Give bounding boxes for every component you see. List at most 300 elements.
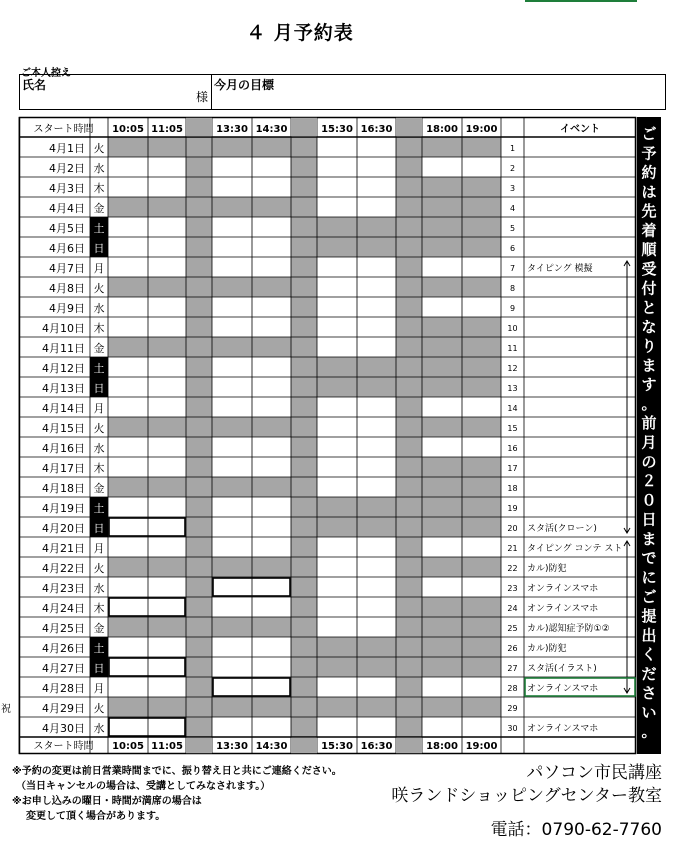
weekday-cell: 日 bbox=[93, 662, 105, 675]
unavailable-slot bbox=[462, 317, 501, 337]
unavailable-slot bbox=[462, 137, 501, 157]
weekday-cell: 日 bbox=[93, 522, 105, 535]
unavailable-slot bbox=[212, 417, 252, 437]
unavailable-slot bbox=[422, 497, 462, 517]
unavailable-slot bbox=[317, 517, 357, 537]
row-number: 11 bbox=[507, 344, 518, 353]
weekday-cell: 金 bbox=[93, 622, 105, 635]
separator-cell bbox=[291, 738, 317, 753]
weekday-cell: 金 bbox=[93, 482, 105, 495]
row-number: 22 bbox=[507, 564, 518, 573]
notice-line: （当日キャンセルの場合は、受講としてみなされます。） bbox=[16, 781, 271, 792]
date-cell: 4月24日 bbox=[42, 602, 85, 615]
row-number: 8 bbox=[509, 284, 516, 293]
unavailable-slot bbox=[422, 237, 462, 257]
unavailable-slot bbox=[291, 657, 317, 677]
notice-text bbox=[12, 764, 342, 824]
unavailable-slot bbox=[462, 617, 501, 637]
row-number: 13 bbox=[507, 384, 518, 393]
unavailable-slot bbox=[422, 417, 462, 437]
side-note-char: 出 bbox=[641, 626, 657, 645]
weekday-cell: 金 bbox=[93, 202, 105, 215]
unavailable-slot bbox=[462, 217, 501, 237]
unavailable-slot bbox=[291, 497, 317, 517]
event-cell: タイピング コンテ スト bbox=[527, 544, 623, 554]
weekday-cell: 月 bbox=[93, 682, 105, 695]
weekday-cell: 火 bbox=[93, 562, 105, 575]
unavailable-slot bbox=[186, 237, 212, 257]
side-note-char: 着 bbox=[641, 221, 657, 240]
row-number: 19 bbox=[507, 504, 518, 513]
side-note-char: 約 bbox=[641, 163, 657, 182]
name-label: 氏名 bbox=[22, 78, 47, 92]
unavailable-slot bbox=[291, 377, 317, 397]
weekday-cell: 土 bbox=[93, 502, 105, 515]
row-number: 15 bbox=[507, 424, 518, 433]
unavailable-slot bbox=[212, 337, 252, 357]
separator-cell bbox=[186, 738, 212, 753]
unavailable-slot bbox=[462, 457, 501, 477]
unavailable-slot bbox=[148, 417, 186, 437]
unavailable-slot bbox=[422, 197, 462, 217]
unavailable-slot bbox=[148, 617, 186, 637]
unavailable-slot bbox=[396, 217, 422, 237]
header-slot-time: 13:30 bbox=[216, 124, 248, 135]
unavailable-slot bbox=[422, 557, 462, 577]
notice-line: 変更して頂く場合があります。 bbox=[26, 811, 166, 822]
side-note-char: 前 bbox=[641, 414, 657, 433]
notice-line: ※お申し込みの曜日・時間が満席の場合は bbox=[12, 796, 202, 807]
row-number: 7 bbox=[509, 264, 516, 273]
unavailable-slot bbox=[291, 637, 317, 657]
unavailable-slot bbox=[186, 137, 212, 157]
unavailable-slot bbox=[396, 477, 422, 497]
row-number: 16 bbox=[507, 444, 518, 453]
date-cell: 4月30日 bbox=[42, 722, 85, 735]
unavailable-slot bbox=[462, 657, 501, 677]
side-note-char: 付 bbox=[641, 279, 657, 298]
unavailable-slot bbox=[291, 577, 317, 597]
name-field[interactable] bbox=[19, 74, 211, 110]
unavailable-slot bbox=[396, 577, 422, 597]
weekday-cell: 水 bbox=[93, 722, 105, 735]
date-cell: 4月23日 bbox=[42, 582, 85, 595]
event-cell: オンラインスマホ bbox=[527, 724, 599, 734]
date-cell: 4月17日 bbox=[42, 462, 85, 475]
unavailable-slot bbox=[291, 457, 317, 477]
unavailable-slot bbox=[462, 597, 501, 617]
unavailable-slot bbox=[357, 637, 396, 657]
holiday-mark: 祝 bbox=[1, 704, 11, 715]
unavailable-slot bbox=[291, 317, 317, 337]
event-cell: カル)認知症予防①② bbox=[527, 624, 610, 634]
unavailable-slot bbox=[422, 217, 462, 237]
reserved-slot-box[interactable] bbox=[109, 658, 185, 676]
unavailable-slot bbox=[186, 497, 212, 517]
unavailable-slot bbox=[396, 697, 422, 717]
page-title: ４ 月予約表 bbox=[246, 22, 354, 44]
unavailable-slot bbox=[186, 697, 212, 717]
unavailable-slot bbox=[396, 637, 422, 657]
side-note-char: と bbox=[641, 298, 657, 317]
unavailable-slot bbox=[291, 257, 317, 277]
unavailable-slot bbox=[291, 477, 317, 497]
side-note-char: く bbox=[641, 645, 657, 664]
unavailable-slot bbox=[462, 277, 501, 297]
row-number: 25 bbox=[507, 624, 518, 633]
side-note-char: ０ bbox=[641, 491, 657, 510]
unavailable-slot bbox=[291, 237, 317, 257]
footer-slot-time: 19:00 bbox=[465, 741, 498, 752]
reserved-slot-box[interactable] bbox=[213, 578, 290, 596]
event-cell: オンラインスマホ bbox=[527, 584, 599, 594]
unavailable-slot bbox=[148, 337, 186, 357]
header-slot-time: 10:05 bbox=[112, 124, 144, 135]
event-cell: カル)防犯 bbox=[527, 644, 567, 654]
unavailable-slot bbox=[317, 217, 357, 237]
unavailable-slot bbox=[462, 197, 501, 217]
side-note-char: り bbox=[641, 337, 657, 356]
row-number: 12 bbox=[507, 364, 518, 373]
side-note-char: ご bbox=[641, 587, 657, 606]
weekday-cell: 木 bbox=[93, 322, 105, 335]
unavailable-slot bbox=[252, 137, 291, 157]
unavailable-slot bbox=[291, 677, 317, 697]
header-slot-time: 15:30 bbox=[321, 124, 353, 135]
weekday-cell: 月 bbox=[93, 262, 105, 275]
unavailable-slot bbox=[396, 197, 422, 217]
side-note-char: の bbox=[641, 452, 657, 471]
unavailable-slot bbox=[317, 377, 357, 397]
reserved-slot-box[interactable] bbox=[109, 718, 185, 736]
unavailable-slot bbox=[108, 617, 148, 637]
unavailable-slot bbox=[317, 237, 357, 257]
unavailable-slot bbox=[186, 397, 212, 417]
weekday-cell: 月 bbox=[93, 402, 105, 415]
unavailable-slot bbox=[396, 677, 422, 697]
side-note-char: す bbox=[641, 375, 657, 394]
weekday-cell: 土 bbox=[93, 222, 105, 235]
unavailable-slot bbox=[252, 197, 291, 217]
unavailable-slot bbox=[396, 537, 422, 557]
unavailable-slot bbox=[186, 357, 212, 377]
row-number: 4 bbox=[509, 204, 516, 213]
footer-slot-time: 13:30 bbox=[216, 741, 248, 752]
weekday-cell: 水 bbox=[93, 582, 105, 595]
date-cell: 4月7日 bbox=[49, 262, 85, 275]
unavailable-slot bbox=[186, 717, 212, 737]
unavailable-slot bbox=[148, 477, 186, 497]
unavailable-slot bbox=[186, 197, 212, 217]
unavailable-slot bbox=[462, 417, 501, 437]
honorific-label: 様 bbox=[196, 90, 209, 104]
unavailable-slot bbox=[291, 157, 317, 177]
unavailable-slot bbox=[108, 197, 148, 217]
header-slot-time: 14:30 bbox=[255, 124, 288, 135]
unavailable-slot bbox=[396, 297, 422, 317]
unavailable-slot bbox=[396, 597, 422, 617]
unavailable-slot bbox=[317, 657, 357, 677]
unavailable-slot bbox=[186, 217, 212, 237]
date-cell: 4月20日 bbox=[42, 522, 85, 535]
unavailable-slot bbox=[422, 177, 462, 197]
event-cell: スタ活(イラスト) bbox=[527, 664, 597, 674]
row-number: 17 bbox=[507, 464, 518, 473]
unavailable-slot bbox=[291, 437, 317, 457]
unavailable-slot bbox=[291, 277, 317, 297]
unavailable-slot bbox=[291, 357, 317, 377]
unavailable-slot bbox=[186, 457, 212, 477]
row-number: 20 bbox=[507, 524, 518, 533]
unavailable-slot bbox=[252, 277, 291, 297]
weekday-cell: 木 bbox=[93, 602, 105, 615]
header-slot-time: 18:00 bbox=[426, 124, 458, 135]
unavailable-slot bbox=[317, 497, 357, 517]
separator-cell bbox=[396, 118, 422, 136]
unavailable-slot bbox=[108, 417, 148, 437]
unavailable-slot bbox=[357, 497, 396, 517]
weekday-cell: 土 bbox=[93, 642, 105, 655]
unavailable-slot bbox=[357, 517, 396, 537]
weekday-cell: 月 bbox=[93, 542, 105, 555]
row-number: 24 bbox=[507, 604, 518, 613]
unavailable-slot bbox=[422, 657, 462, 677]
unavailable-slot bbox=[462, 337, 501, 357]
date-cell: 4月25日 bbox=[42, 622, 85, 635]
unavailable-slot bbox=[396, 137, 422, 157]
unavailable-slot bbox=[396, 457, 422, 477]
event-cell: オンラインスマホ bbox=[527, 684, 599, 694]
row-number: 26 bbox=[507, 644, 518, 653]
side-note-char: 受 bbox=[641, 259, 657, 278]
unavailable-slot bbox=[422, 357, 462, 377]
unavailable-slot bbox=[396, 497, 422, 517]
unavailable-slot bbox=[462, 237, 501, 257]
unavailable-slot bbox=[108, 277, 148, 297]
unavailable-slot bbox=[291, 217, 317, 237]
unavailable-slot bbox=[396, 617, 422, 637]
unavailable-slot bbox=[422, 137, 462, 157]
unavailable-slot bbox=[422, 317, 462, 337]
unavailable-slot bbox=[252, 477, 291, 497]
header-slot-time: 19:00 bbox=[465, 124, 498, 135]
date-cell: 4月16日 bbox=[42, 442, 85, 455]
unavailable-slot bbox=[186, 337, 212, 357]
top-green-line bbox=[525, 0, 637, 2]
row-number: 21 bbox=[507, 544, 518, 553]
row-number: 6 bbox=[509, 244, 516, 253]
unavailable-slot bbox=[396, 717, 422, 737]
side-note-char: ２ bbox=[641, 472, 657, 491]
date-cell: 4月29日 bbox=[42, 702, 85, 715]
unavailable-slot bbox=[212, 137, 252, 157]
date-cell: 4月6日 bbox=[49, 242, 85, 255]
reserved-slot-box[interactable] bbox=[213, 678, 290, 696]
date-cell: 4月10日 bbox=[42, 322, 85, 335]
unavailable-slot bbox=[291, 597, 317, 617]
unavailable-slot bbox=[357, 377, 396, 397]
unavailable-slot bbox=[212, 557, 252, 577]
unavailable-slot bbox=[422, 477, 462, 497]
row-number: 5 bbox=[509, 224, 516, 233]
unavailable-slot bbox=[462, 497, 501, 517]
unavailable-slot bbox=[396, 557, 422, 577]
date-cell: 4月15日 bbox=[42, 422, 85, 435]
event-cell: タイピング 模擬 bbox=[527, 264, 593, 274]
row-number: 1 bbox=[509, 144, 516, 153]
date-cell: 4月11日 bbox=[42, 342, 85, 355]
side-note-char: に bbox=[641, 568, 657, 587]
unavailable-slot bbox=[291, 617, 317, 637]
unavailable-slot bbox=[186, 157, 212, 177]
side-note-char: な bbox=[641, 317, 657, 336]
row-number: 3 bbox=[509, 184, 516, 193]
unavailable-slot bbox=[108, 337, 148, 357]
event-cell: スタ活(クローン) bbox=[527, 524, 597, 534]
unavailable-slot bbox=[396, 337, 422, 357]
weekday-cell: 水 bbox=[93, 302, 105, 315]
unavailable-slot bbox=[396, 397, 422, 417]
unavailable-slot bbox=[291, 197, 317, 217]
unavailable-slot bbox=[291, 337, 317, 357]
side-note-char: 月 bbox=[641, 433, 657, 452]
row-number: 14 bbox=[507, 404, 518, 413]
separator-cell bbox=[396, 738, 422, 753]
weekday-cell: 木 bbox=[93, 182, 105, 195]
weekday-cell: 火 bbox=[93, 142, 105, 155]
date-cell: 4月28日 bbox=[42, 682, 85, 695]
row-number: 9 bbox=[509, 304, 516, 313]
unavailable-slot bbox=[422, 597, 462, 617]
row-number: 2 bbox=[509, 164, 516, 173]
side-note-char: ま bbox=[641, 529, 657, 548]
date-cell: 4月2日 bbox=[49, 162, 85, 175]
unavailable-slot bbox=[396, 177, 422, 197]
unavailable-slot bbox=[148, 137, 186, 157]
date-cell: 4月27日 bbox=[42, 662, 85, 675]
weekday-cell: 金 bbox=[93, 342, 105, 355]
date-cell: 4月1日 bbox=[49, 142, 85, 155]
side-note-char: は bbox=[641, 182, 657, 201]
unavailable-slot bbox=[462, 517, 501, 537]
unavailable-slot bbox=[186, 617, 212, 637]
footer-slot-time: 16:30 bbox=[360, 741, 393, 752]
unavailable-slot bbox=[357, 217, 396, 237]
date-cell: 4月4日 bbox=[49, 202, 85, 215]
row-number: 23 bbox=[507, 584, 518, 593]
unavailable-slot bbox=[396, 317, 422, 337]
monthly-goal-field[interactable] bbox=[211, 74, 666, 110]
unavailable-slot bbox=[462, 177, 501, 197]
unavailable-slot bbox=[108, 697, 148, 717]
unavailable-slot bbox=[396, 657, 422, 677]
side-note-char: 予 bbox=[641, 144, 657, 163]
side-note-char: 先 bbox=[641, 202, 657, 221]
unavailable-slot bbox=[396, 157, 422, 177]
date-cell: 4月13日 bbox=[42, 382, 85, 395]
unavailable-slot bbox=[186, 577, 212, 597]
side-note-char: ご bbox=[641, 125, 657, 143]
row-number: 30 bbox=[507, 724, 518, 733]
unavailable-slot bbox=[396, 257, 422, 277]
notice-line: ※予約の変更は前日営業時間までに、振り替え日と共にご連絡ください。 bbox=[12, 766, 342, 777]
date-cell: 4月3日 bbox=[49, 182, 85, 195]
unavailable-slot bbox=[212, 477, 252, 497]
unavailable-slot bbox=[317, 357, 357, 377]
event-cell: オンラインスマホ bbox=[527, 604, 599, 614]
unavailable-slot bbox=[422, 277, 462, 297]
unavailable-slot bbox=[357, 657, 396, 677]
unavailable-slot bbox=[186, 377, 212, 397]
unavailable-slot bbox=[212, 697, 252, 717]
unavailable-slot bbox=[422, 337, 462, 357]
footer-slot-time: 15:30 bbox=[321, 741, 353, 752]
unavailable-slot bbox=[252, 557, 291, 577]
unavailable-slot bbox=[212, 197, 252, 217]
side-note-char: さ bbox=[641, 684, 657, 703]
row-number: 27 bbox=[507, 664, 518, 673]
unavailable-slot bbox=[291, 417, 317, 437]
unavailable-slot bbox=[317, 637, 357, 657]
unavailable-slot bbox=[396, 357, 422, 377]
date-cell: 4月21日 bbox=[42, 542, 85, 555]
unavailable-slot bbox=[396, 517, 422, 537]
side-note-char: い bbox=[641, 703, 657, 722]
unavailable-slot bbox=[357, 697, 396, 717]
event-header: イベント bbox=[560, 124, 600, 135]
unavailable-slot bbox=[396, 417, 422, 437]
unavailable-slot bbox=[462, 637, 501, 657]
footer-slot-time: 10:05 bbox=[112, 741, 144, 752]
footer-slot-time: 11:05 bbox=[151, 741, 183, 752]
unavailable-slot bbox=[462, 557, 501, 577]
org-name: パソコン市民講座 bbox=[526, 763, 662, 783]
footer-start-time: スタート時間 bbox=[33, 741, 94, 752]
unavailable-slot bbox=[108, 137, 148, 157]
reserved-slot-box[interactable] bbox=[109, 598, 185, 616]
weekday-cell: 日 bbox=[93, 242, 105, 255]
unavailable-slot bbox=[186, 297, 212, 317]
row-number: 10 bbox=[507, 324, 518, 333]
side-note-char: 。 bbox=[641, 394, 657, 413]
unavailable-slot bbox=[291, 697, 317, 717]
unavailable-slot bbox=[462, 697, 501, 717]
unavailable-slot bbox=[291, 397, 317, 417]
unavailable-slot bbox=[396, 237, 422, 257]
weekday-cell: 木 bbox=[93, 462, 105, 475]
unavailable-slot bbox=[186, 417, 212, 437]
unavailable-slot bbox=[186, 537, 212, 557]
unavailable-slot bbox=[422, 377, 462, 397]
unavailable-slot bbox=[186, 557, 212, 577]
unavailable-slot bbox=[186, 477, 212, 497]
unavailable-slot bbox=[108, 557, 148, 577]
weekday-cell: 水 bbox=[93, 442, 105, 455]
unavailable-slot bbox=[148, 557, 186, 577]
unavailable-slot bbox=[186, 637, 212, 657]
header-slot-time: 16:30 bbox=[360, 124, 393, 135]
unavailable-slot bbox=[357, 237, 396, 257]
side-note-char: だ bbox=[641, 664, 657, 683]
side-note-char: 提 bbox=[641, 607, 657, 626]
monthly-goal-label: 今月の目標 bbox=[214, 78, 275, 92]
row-number: 28 bbox=[507, 684, 518, 693]
unavailable-slot bbox=[396, 377, 422, 397]
side-note-char: で bbox=[641, 549, 657, 568]
weekday-cell: 火 bbox=[93, 702, 105, 715]
unavailable-slot bbox=[291, 517, 317, 537]
reserved-slot-box[interactable] bbox=[109, 518, 185, 536]
